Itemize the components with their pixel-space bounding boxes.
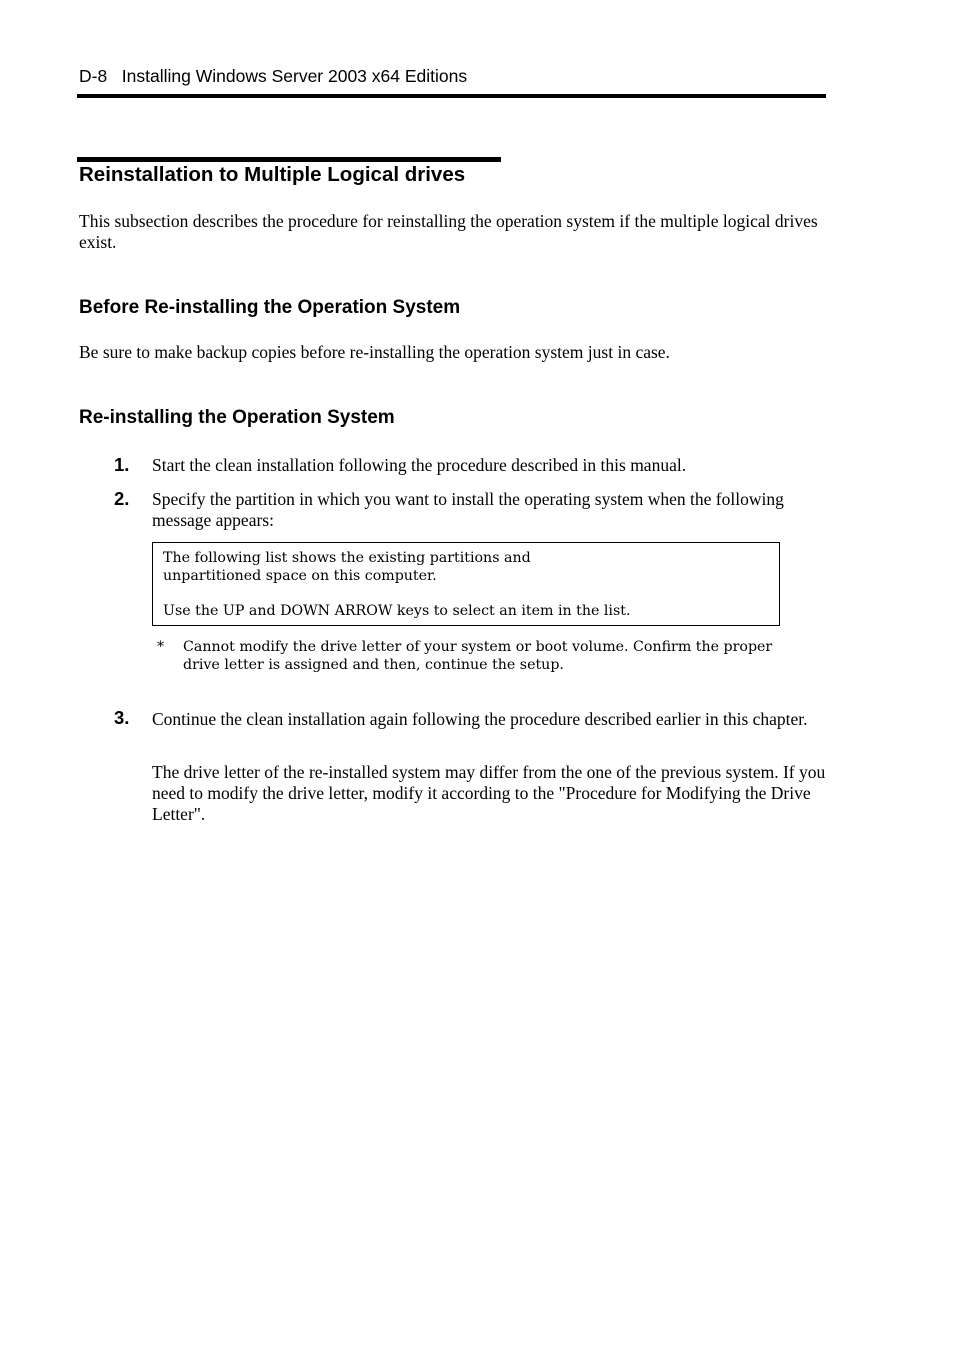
step-1-text: Start the clean installation following the procedure described in this manual. <box>152 455 687 475</box>
setup-message-box <box>152 542 780 626</box>
note-text: Cannot modify the drive letter of your system or boot volume. Confirm the proper drive letter is assigned and then, continue the setup. <box>183 639 773 673</box>
header-rule <box>77 94 826 98</box>
step-3-number: 3. <box>114 707 130 728</box>
backup-advice-text: Be sure to make backup copies before re-installing the operation system just in case. <box>79 342 670 362</box>
note-marker: * <box>157 639 165 655</box>
subheading-reinstalling: Re-installing the Operation System <box>79 407 395 428</box>
message-line: Use the UP and DOWN ARROW keys to select an item in the list. <box>163 603 631 619</box>
message-line: The following list shows the existing partitions and <box>163 550 531 566</box>
step-3-text: Continue the clean installation again following the procedure described earlier in this chapter. <box>152 709 808 729</box>
step-1-number: 1. <box>114 454 130 475</box>
step-2-number: 2. <box>114 488 130 509</box>
running-header <box>79 66 467 87</box>
step-3-drive-letter-note: The drive letter of the re-installed system may differ from the one of the previous system. If you need to modify the drive letter, modify it according to the "Procedure for Modifying the Drive Letter". <box>152 762 826 824</box>
chapter-title: Installing Windows Server 2003 x64 Editions <box>121 66 468 86</box>
step-2-text: Specify the partition in which you want to install the operating system when the following message appears: <box>152 489 784 530</box>
page-number: D-8 <box>79 66 108 86</box>
message-line: unpartitioned space on this computer. <box>163 568 437 584</box>
section-intro: This subsection describes the procedure for reinstalling the operation system if the multiple logical drives exist. <box>79 211 818 252</box>
section-rule <box>77 157 501 162</box>
subheading-before-reinstall: Before Re-installing the Operation System <box>79 297 461 318</box>
section-title: Reinstallation to Multiple Logical drives <box>79 163 466 186</box>
